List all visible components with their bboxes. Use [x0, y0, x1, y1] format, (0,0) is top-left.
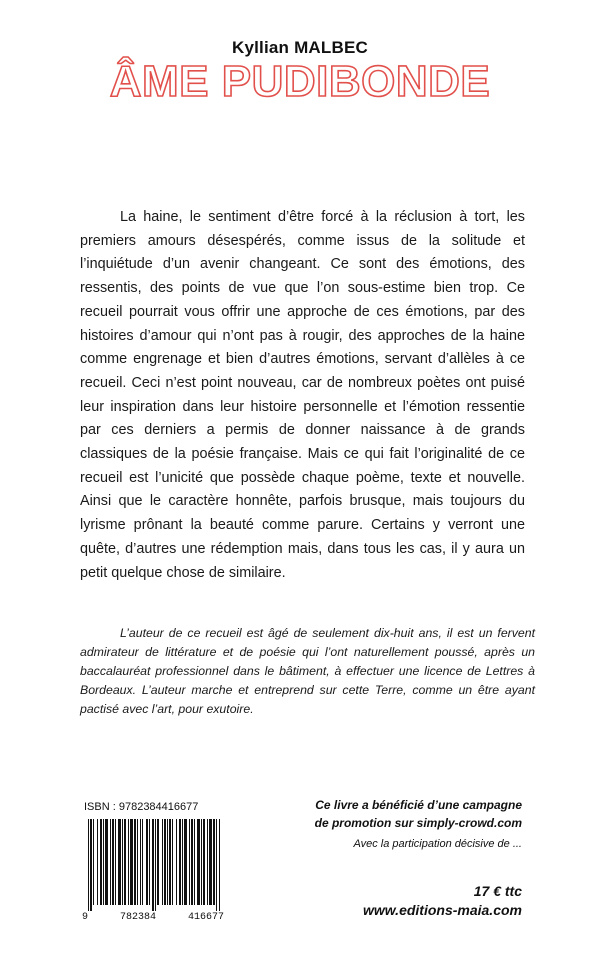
promo-notice	[315, 796, 522, 832]
participation-note: Avec la participation décisive de ...	[353, 838, 522, 850]
price: 17 € ttc	[473, 883, 522, 899]
promo-line-2: de promotion sur simply-crowd.com	[314, 816, 522, 830]
isbn-barcode-block	[82, 801, 224, 929]
author-name: Kyllian MALBEC	[232, 38, 368, 57]
barcode-digits-left: 782384	[119, 912, 156, 923]
author-bio: L’auteur de ce recueil est âgé de seulement dix-huit ans, il est un fervent admirateur de littérature et de poésie qui l’ont naturellement poussé, après un baccalauréat professionnel dans le bâtiment, à effectuer une licence de Lettres à Bordeaux. L’auteur marche et entreprend sur cette Terre, comme un être ayant pactisé avec l’art, pour exutoire.	[80, 626, 535, 716]
barcode-digits	[82, 912, 224, 923]
publisher-website: www.editions-maia.com	[363, 902, 522, 918]
isbn-label: ISBN : 9782384416677	[84, 801, 199, 813]
barcode-digit-first: 9	[82, 912, 89, 923]
promo-line-1: Ce livre a bénéficié d’une campagne	[315, 798, 522, 812]
back-cover-blurb: La haine, le sentiment d’être forcé à la réclusion à tort, les premiers amours désespérés, comme issus de la solitude et l’inquiétude d’un avenir changeant. Ce sont des émotions, des ressentis, des points de vue que l’on sous-estime bien trop. Ce recueil pourrait vous offrir une approche de ces émotions, par des histoires d’amour qui n’ont pas à rougir, des approches de la haine comme engrenage et bien d’autres émotions, servant d’allèles à ce recueil. Ceci n’est point nouveau, car de nombreux poètes ont puisé leur inspiration dans leur histoire personnelle et l’émotion ressentie par ces derniers a permis de donner naissance à de grands classiques de la poésie française. Mais ce qui fait l’originalité de ce recueil est l’unicité que possède chaque poème, texte et nouvelle. Ainsi que le caractère honnête, parfois brusque, mais toujours du lyrisme prônant la beauté comme parure. Certains y verront une quête, d’autres une rédemption mais, dans tous les cas, il y aura un petit quelque chose de similaire.	[80, 209, 525, 581]
book-title: ÂME PUDIBONDE	[109, 57, 491, 106]
barcode-digits-right: 416677	[187, 912, 224, 923]
barcode-icon	[86, 819, 222, 911]
